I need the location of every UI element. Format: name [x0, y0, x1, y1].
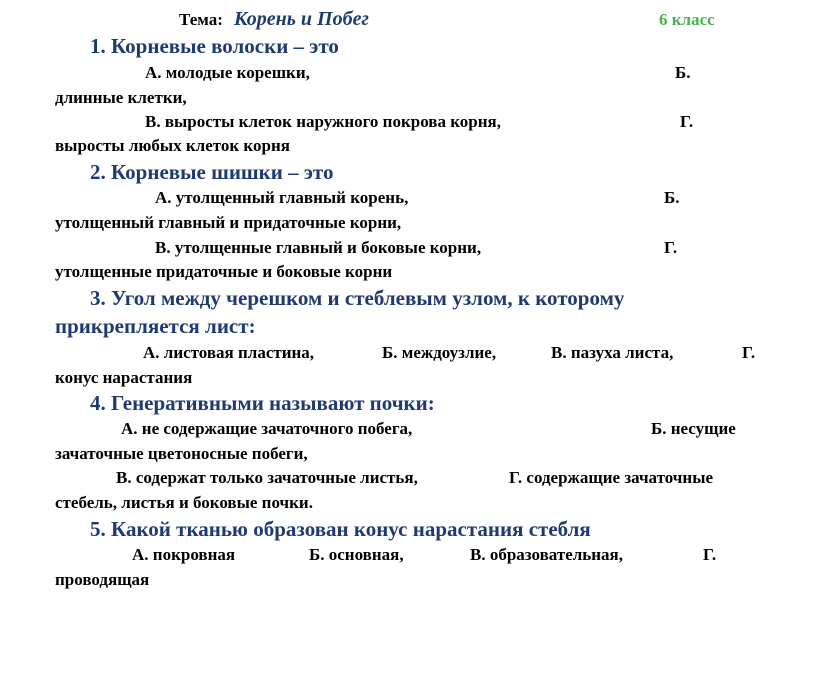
question-1: 1. Корневые волоски – это	[90, 34, 339, 58]
q4-option-b-text: зачаточные цветоносные побеги,	[55, 444, 308, 463]
q3-option-g-text: конус нарастания	[55, 368, 193, 387]
q4-option-a: А. не содержащие зачаточного побега,	[121, 419, 413, 438]
q1-option-v: В. выросты клеток наружного покрова корня,	[145, 112, 502, 131]
q4-option-g-text: стебель, листья и боковые почки.	[55, 493, 313, 512]
q3-option-a: А. листовая пластина,	[143, 343, 315, 362]
q2-option-b-letter: Б.	[664, 188, 680, 207]
q2-option-b-text: утолщенный главный и придаточные корни,	[55, 213, 402, 232]
q4-option-b: Б. несущие	[651, 419, 736, 438]
q1-option-g-text: выросты любых клеток корня	[55, 136, 290, 155]
topic-label: Тема:	[179, 10, 223, 29]
question-3-line-1: 3. Угол между черешком и стеблевым узлом, к которому	[90, 286, 625, 310]
q5-option-a: А. покровная	[132, 545, 236, 564]
q2-option-v: В. утолщенные главный и боковые корни,	[155, 238, 482, 257]
q2-option-g-letter: Г.	[664, 238, 678, 257]
q5-option-g-letter: Г.	[703, 545, 717, 564]
q1-option-b-text: длинные клетки,	[55, 88, 187, 107]
q1-option-b-letter: Б.	[675, 63, 691, 82]
q3-option-g-letter: Г.	[742, 343, 756, 362]
topic-title: Корень и Побег	[234, 8, 369, 30]
question-3-line-2: прикрепляется лист:	[55, 314, 256, 338]
grade-label: 6 класс	[659, 10, 715, 29]
q4-option-v: В. содержат только зачаточные листья,	[116, 468, 418, 487]
question-4: 4. Генеративными называют почки:	[90, 391, 435, 415]
q5-option-v: В. образовательная,	[470, 545, 624, 564]
q2-option-g-text: утолщенные придаточные и боковые корни	[55, 262, 393, 281]
q3-option-v: В. пазуха листа,	[551, 343, 674, 362]
q3-option-b: Б. междоузлие,	[382, 343, 497, 362]
question-2: 2. Корневые шишки – это	[90, 160, 334, 184]
q1-option-g-letter: Г.	[680, 112, 694, 131]
q5-option-b: Б. основная,	[309, 545, 404, 564]
q4-option-g: Г. содержащие зачаточные	[509, 468, 714, 487]
question-5: 5. Какой тканью образован конус нарастания стебля	[90, 517, 591, 541]
q2-option-a: А. утолщенный главный корень,	[155, 188, 409, 207]
q1-option-a: А. молодые корешки,	[145, 63, 310, 82]
q5-option-g-text: проводящая	[55, 570, 150, 589]
